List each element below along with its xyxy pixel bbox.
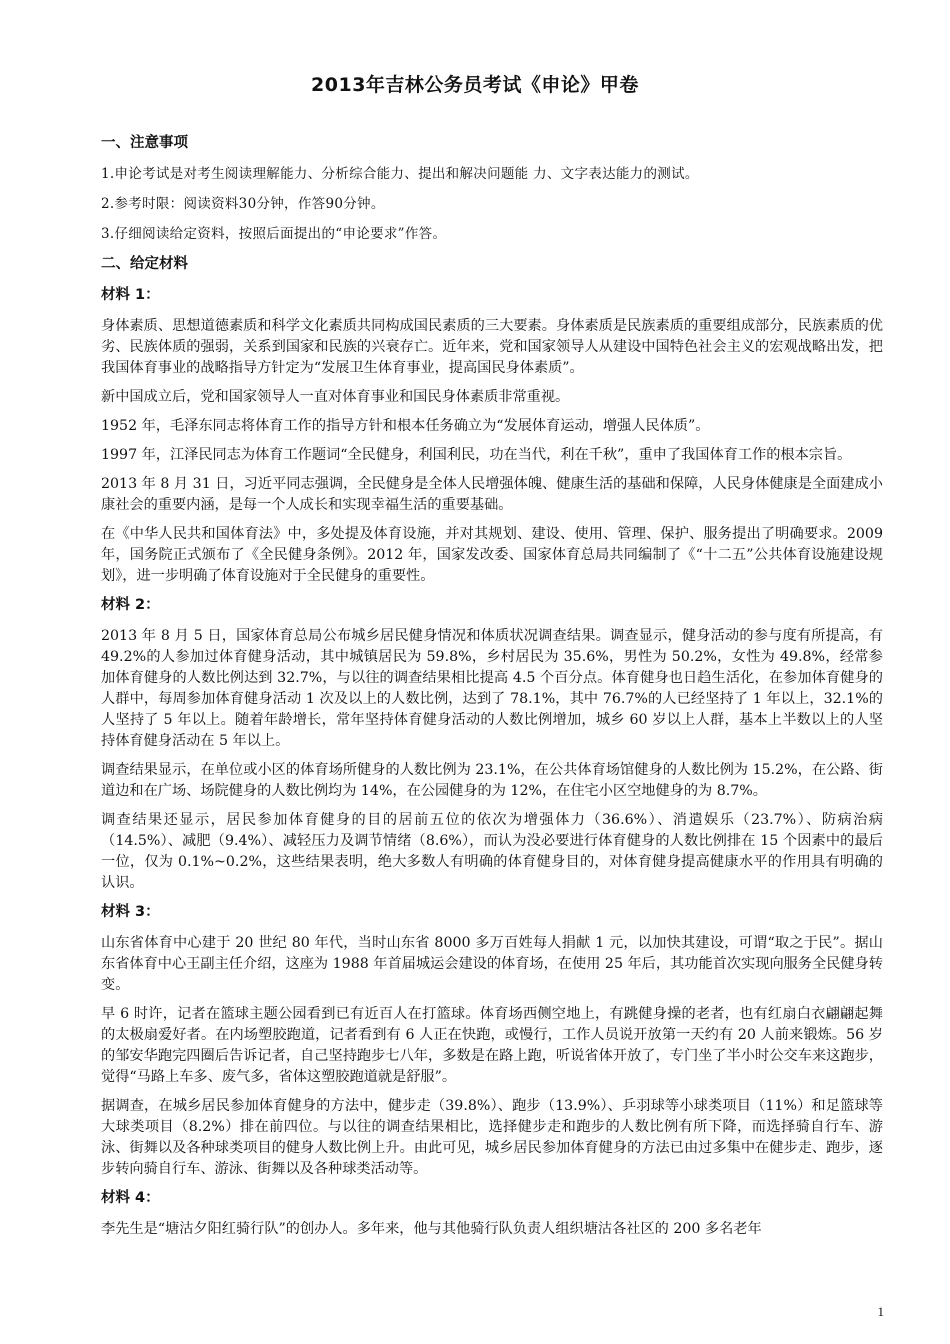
material-3-paragraph: 山东省体育中心建于 20 世纪 80 年代，当时山东省 8000 多万百姓每人捐献 1 元，以加快其建设，可谓“取之于民”。据山东省体育中心王副主任介绍，这座为 1988 年首届城运会建设的体育场，在使用 25 年后，其功能首次实现向服务全民健身转变。 xyxy=(101,935,883,993)
material-1-paragraph: 在《中华人民共和国体育法》中，多处提及体育设施，并对其规划、建设、使用、管理、保护、服务提出了明确要求。2009 年，国务院正式颁布了《全民健身条例》。2012 年，国家发改委、国家体育总局共同编制了《“十二五”公共体育设施建设规划》，进一步明确了体育设施对于全民健身的重要性。 xyxy=(101,526,883,584)
material-4-heading: 材料 4： xyxy=(101,1190,160,1206)
page-number: 1 xyxy=(877,1304,884,1319)
material-1-paragraph: 1997 年，江泽民同志为体育工作题词“全民健身，利国利民，功在当代，利在千秋”，重申了我国体育工作的根本宗旨。 xyxy=(101,447,852,463)
material-1-heading: 材料 1： xyxy=(101,287,160,303)
document-body xyxy=(101,133,883,1248)
notice-item: 3.仔细阅读给定资料，按照后面提出的“申论要求”作答。 xyxy=(101,226,447,242)
material-2-paragraph: 2013 年 8 月 5 日，国家体育总局公布城乡居民健身情况和体质状况调查结果。调查显示，健身活动的参与度有所提高，有 49.2%的人参加过体育健身活动，其中城镇居民为 59.8%，乡村居民为 35.6%，男性为 50.2%，女性为 49.8%，经常参加体育健身的人数比例达到 32.7%，与以往的调查结果相比提高 4.5 个百分点。体育健身也日趋生活化，在参加体育健身的人群中，每周参加体育健身活动 1 次及以上的人数比例，达到了 78.1%，其中 76.7%的人已经坚持了 1 年以上，32.1%的人坚持了 5 年以上。随着年龄增长，常年坚持体育健身活动的人数比例增加，城乡 60 岁以上人群，基本上半数以上的人坚持体育健身活动在 5 年以上。 xyxy=(101,628,883,749)
document-title: 2013年吉林公务员考试《申论》甲卷 xyxy=(311,74,639,96)
material-3-paragraph: 据调查，在城乡居民参加体育健身的方法中，健步走（39.8%）、跑步（13.9%）、乒羽球等小球类项目（11%）和足篮球等大球类项目（8.2%）排在前四位。与以往的调查结果相比，选择健步走和跑步的人数比例有所下降，而选择骑自行车、游泳、街舞以及各种球类项目的健身人数比例上升。由此可见，城乡居民参加体育健身的方法已由过多集中在健步走、跑步，逐步转向骑自行车、游泳、街舞以及各种球类活动等。 xyxy=(101,1098,883,1177)
material-3-paragraph: 早 6 时许，记者在篮球主题公园看到已有近百人在打篮球。体育场西侧空地上，有跳健身操的老者，也有红扇白衣翩翩起舞的太极扇爱好者。在内场塑胶跑道，记者看到有 6 人正在快跑，或慢行，工作人员说开放第一天约有 20 人前来锻炼。56 岁的邹安华跑完四圈后告诉记者，自己坚持跑步七八年，多数是在路上跑，听说省体开放了，专门坐了半小时公交车来这跑步，觉得“马路上车多、废气多，省体这塑胶跑道就是舒服”。 xyxy=(101,1006,883,1085)
notice-item: 2.参考时限：阅读资料30分钟，作答90分钟。 xyxy=(101,196,385,212)
material-3-heading: 材料 3： xyxy=(101,904,160,920)
material-1-paragraph: 身体素质、思想道德素质和科学文化素质共同构成国民素质的三大要素。身体素质是民族素质的重要组成部分，民族素质的优劣、民族体质的强弱，关系到国家和民族的兴衰存亡。近年来，党和国家领导人从建设中国特色社会主义的宏观战略出发，把我国体育事业的战略指导方针定为“发展卫生体育事业，提高国民身体素质”。 xyxy=(101,318,883,376)
notice-item: 1.申论考试是对考生阅读理解能力、分析综合能力、提出和解决问题能 力、文字表达能力的测试。 xyxy=(101,166,699,182)
material-1-paragraph: 新中国成立后，党和国家领导人一直对体育事业和国民身体素质非常重视。 xyxy=(101,389,570,405)
material-1-paragraph: 1952 年，毛泽东同志将体育工作的指导方针和根本任务确立为“发展体育运动，增强人民体质”。 xyxy=(101,418,710,434)
section-heading-notice: 一、注意事项 xyxy=(101,135,188,151)
material-4-paragraph: 李先生是“塘沽夕阳红骑行队”的创办人。多年来，他与其他骑行队负责人组织塘沽各社区的 200 多名老年 xyxy=(101,1221,762,1237)
material-1-paragraph: 2013 年 8 月 31 日，习近平同志强调，全民健身是全体人民增强体魄、健康生活的基础和保障，人民身体健康是全面建成小康社会的重要内涵，是每一个人成长和实现幸福生活的重要基础。 xyxy=(101,476,883,513)
material-2-paragraph: 调查结果还显示，居民参加体育健身的目的居前五位的依次为增强体力（36.6%）、消遣娱乐（23.7%）、防病治病（14.5%）、减肥（9.4%）、减轻压力及调节情绪（8.6%），而认为没必要进行体育健身的人数比例排在 15 个因素中的最后一位，仅为 0.1%~0.2%，这些结果表明，绝大多数人有明确的体育健身目的，对体育健身提高健康水平的作用具有明确的认识。 xyxy=(101,812,883,891)
material-2-heading: 材料 2： xyxy=(101,597,160,613)
material-2-paragraph: 调查结果显示，在单位或小区的体育场所健身的人数比例为 23.1%，在公共体育场馆健身的人数比例为 15.2%，在公路、街道边和在广场、场院健身的人数比例均为 14%，在公园健身的为 12%，在住宅小区空地健身的为 8.7%。 xyxy=(101,762,883,799)
section-heading-materials: 二、给定材料 xyxy=(101,256,188,272)
